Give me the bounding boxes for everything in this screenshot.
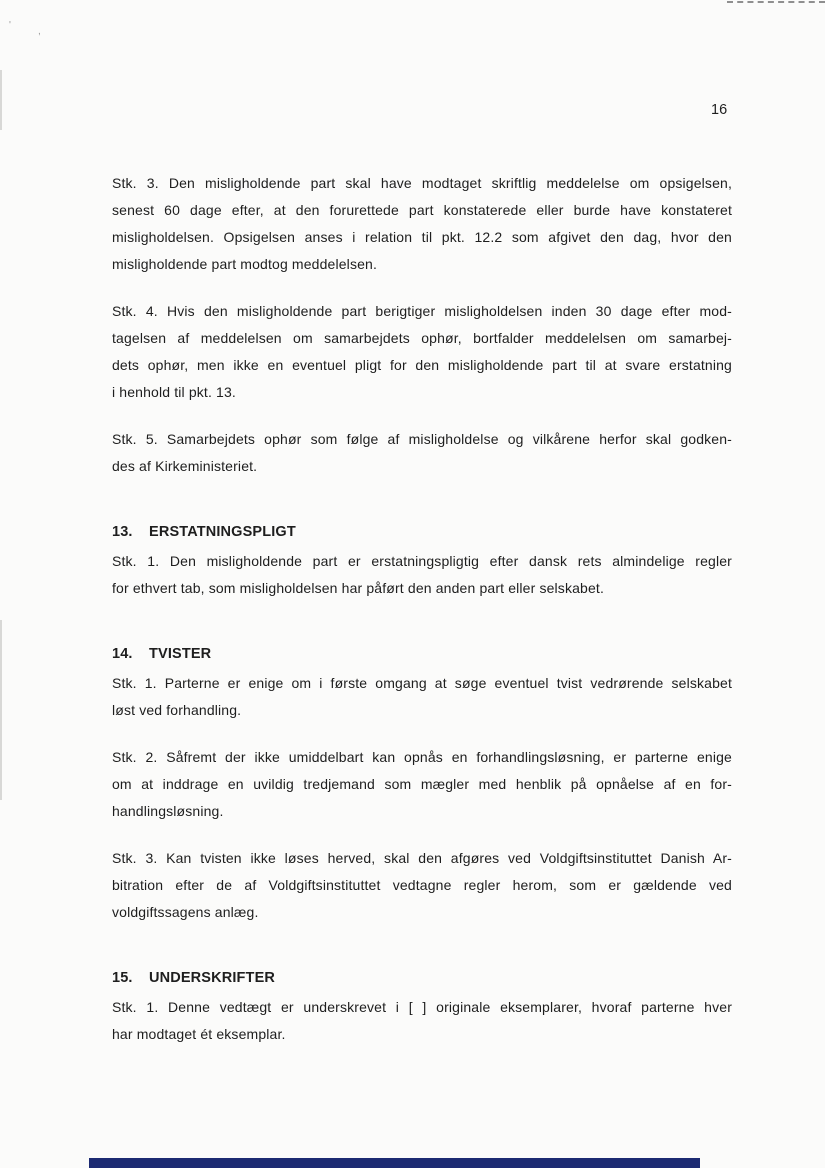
text-line: om at inddrage en uvildig tredjemand som mægler med henblik på opnåelse af en for-	[112, 776, 732, 792]
paragraph-14-stk3	[112, 845, 732, 926]
text-line: Stk. 1. Den misligholdende part er erstatningspligtig efter dansk rets almindelige regler	[112, 553, 732, 569]
text-line: tagelsen af meddelelsen om samarbejdets ophør, bortfalder meddelelsen om samarbej-	[112, 330, 732, 346]
text-line: Stk. 1. Parterne er enige om i første omgang at søge eventuel tvist vedrørende selskabet	[112, 675, 732, 691]
section-heading-15	[112, 965, 732, 992]
paragraph-13-stk1	[112, 548, 732, 602]
scan-edge-line	[0, 620, 2, 800]
text-line: misligholdende part modtog meddelelsen.	[112, 256, 378, 272]
scan-footer-bar	[89, 1158, 700, 1168]
scan-speck: ,	[38, 26, 41, 37]
text-line: senest 60 dage efter, at den forurettede part konstaterede eller burde have konstateret	[112, 202, 732, 218]
section-title: UNDERSKRIFTER	[149, 970, 276, 986]
text-line: Stk. 2. Såfremt der ikke umiddelbart kan opnås en forhandlingsløsning, er parterne enige	[112, 749, 732, 765]
section-number: 14.	[112, 646, 133, 662]
scan-edge-dashes	[727, 1, 825, 3]
scan-speck: '	[9, 20, 11, 31]
text-line: voldgiftssagens anlæg.	[112, 904, 259, 920]
page-number: 16	[711, 102, 728, 118]
section-title: ERSTATNINGSPLIGT	[149, 524, 296, 540]
text-line: misligholdelsen. Opsigelsen anses i relation til pkt. 12.2 som afgivet den dag, hvor den	[112, 229, 732, 245]
document-body	[112, 170, 732, 1068]
scan-edge-line	[0, 70, 2, 130]
section-heading-13	[112, 519, 732, 546]
text-line: Stk. 4. Hvis den misligholdende part berigtiger misligholdelsen inden 30 dage efter mod-	[112, 303, 732, 319]
text-line: handlingsløsning.	[112, 803, 224, 819]
paragraph-stk4-berigtigelse	[112, 298, 732, 406]
paragraph-14-stk2	[112, 744, 732, 825]
section-heading-14	[112, 641, 732, 668]
paragraph-stk3-opsigelse	[112, 170, 732, 278]
paragraph-14-stk1	[112, 670, 732, 724]
text-line: bitration efter de af Voldgiftsinstituttet vedtagne regler herom, som er gældende ved	[112, 877, 732, 893]
text-line: har modtaget ét eksemplar.	[112, 1026, 286, 1042]
section-number: 15.	[112, 970, 133, 986]
text-line: Stk. 3. Den misligholdende part skal have modtaget skriftlig meddelelse om opsigelsen,	[112, 175, 732, 191]
section-title: TVISTER	[149, 646, 212, 662]
paragraph-stk5-godkendelse	[112, 426, 732, 480]
text-line: for ethvert tab, som misligholdelsen har påført den anden part eller selskabet.	[112, 580, 604, 596]
section-number: 13.	[112, 524, 133, 540]
text-line: Stk. 3. Kan tvisten ikke løses herved, skal den afgøres ved Voldgiftsinstituttet Danish Ar-	[112, 850, 732, 866]
paragraph-15-stk1	[112, 994, 732, 1048]
text-line: dets ophør, men ikke en eventuel pligt for den misligholdende part til at svare erstatning	[112, 357, 732, 373]
text-line: i henhold til pkt. 13.	[112, 384, 236, 400]
text-line: Stk. 5. Samarbejdets ophør som følge af misligholdelse og vilkårene herfor skal godken-	[112, 431, 732, 447]
text-line: des af Kirkeministeriet.	[112, 458, 258, 474]
text-line: løst ved forhandling.	[112, 702, 242, 718]
text-line: Stk. 1. Denne vedtægt er underskrevet i [ ] originale eksemplarer, hvoraf parterne hver	[112, 999, 732, 1015]
